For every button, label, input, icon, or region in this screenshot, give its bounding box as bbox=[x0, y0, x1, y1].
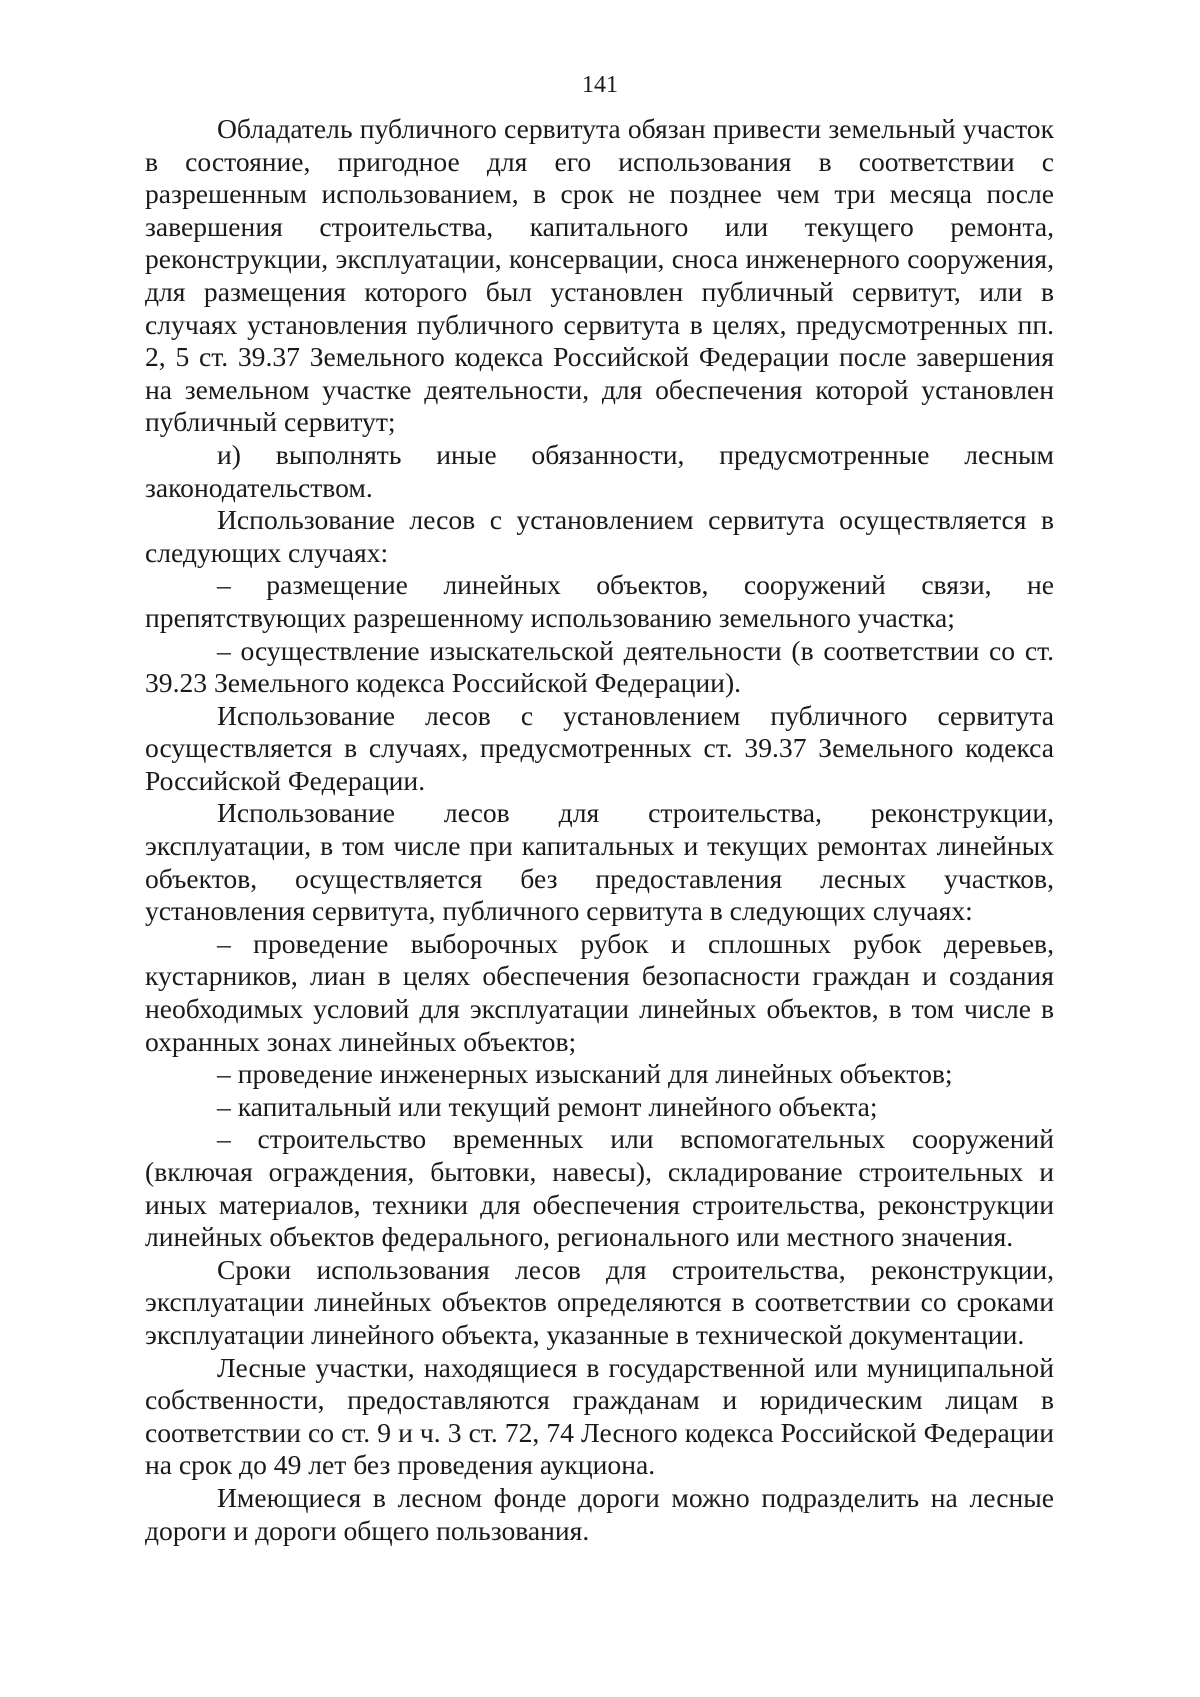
list-item-repair: – капитальный или текущий ремонт линейного объекта; bbox=[217, 1090, 878, 1122]
paragraph-servitude-cases-intro: Использование лесов с установлением сервитута осуществляется в следующих случаях: bbox=[145, 504, 1054, 568]
list-item-survey-activity: – осуществление изыскательской деятельности (в соответствии со ст. 39.23 Земельного кодекса Российской Федерации). bbox=[145, 634, 1054, 699]
paragraph-forest-roads: Имеющиеся в лесном фонде дороги можно подразделить на лесные дороги и дороги общего пользования. bbox=[145, 1481, 1054, 1546]
list-item-felling: – проведение выборочных рубок и сплошных рубок деревьев, кустарников, лиан в целях обеспечения безопасности граждан и создания необходимых условий для эксплуатации линейных объектов, в том числе в охранных зонах линейных объектов; bbox=[145, 927, 1054, 1057]
paragraph-construction-use-intro: Использование лесов для строительства, реконструкции, эксплуатации, в том числе при капитальных и текущих ремонтах линейных объектов, осуществляется без предоставления лесных участков, установления сервитута, публичного сервитута в следующих случаях: bbox=[145, 797, 1054, 927]
list-item-linear-objects: – размещение линейных объектов, сооружений связи, не препятствующих разрешенному использованию земельного участка; bbox=[145, 569, 1054, 633]
paragraph-forest-plots: Лесные участки, находящиеся в государственной или муниципальной собственности, предоставляются гражданам и юридическим лицам в соответствии со ст. 9 и ч. 3 ст. 72, 74 Лесного кодекса Российской Федерации на срок до 49 лет без проведения аукциона. bbox=[145, 1351, 1054, 1481]
page-number: 141 bbox=[582, 72, 618, 98]
paragraph-usage-terms: Сроки использования лесов для строительства, реконструкции, эксплуатации линейных объектов определяются в соответствии со сроками эксплуатации линейного объекта, указанные в технической документации. bbox=[145, 1253, 1054, 1350]
paragraph-servitude-obligation: Обладатель публичного сервитута обязан привести земельный участок в состояние, пригодное для его использования в соответствии с разрешенным использованием, в срок не позднее чем три месяца после завершения строительства, капитального или текущего ремонта, реконструкции, эксплуатации, консервации, сноса инженерного сооружения, для размещения которого был установлен публичный сервитут, или в случаях установления публичного сервитута в целях, предусмотренных пп. 2, 5 ст. 39.37 Земельного кодекса Российской Федерации после завершения на земельном участке деятельности, для обеспечения которой установлен публичный сервитут; bbox=[145, 113, 1054, 438]
document-body bbox=[145, 113, 1054, 1547]
list-item-temporary-structures: – строительство временных или вспомогательных сооружений (включая ограждения, бытовки, навесы), складирование строительных и иных материалов, техники для обеспечения строительства, реконструкции линейных объектов федерального, регионального или местного значения. bbox=[145, 1123, 1054, 1253]
paragraph-other-duties: и) выполнять иные обязанности, предусмотренные лесным законодательством. bbox=[145, 438, 1054, 503]
list-item-engineering-surveys: – проведение инженерных изысканий для линейных объектов; bbox=[217, 1058, 953, 1090]
paragraph-public-servitude-cases: Использование лесов с установлением публичного сервитута осуществляется в случаях, предусмотренных ст. 39.37 Земельного кодекса Российской Федерации. bbox=[145, 699, 1054, 796]
